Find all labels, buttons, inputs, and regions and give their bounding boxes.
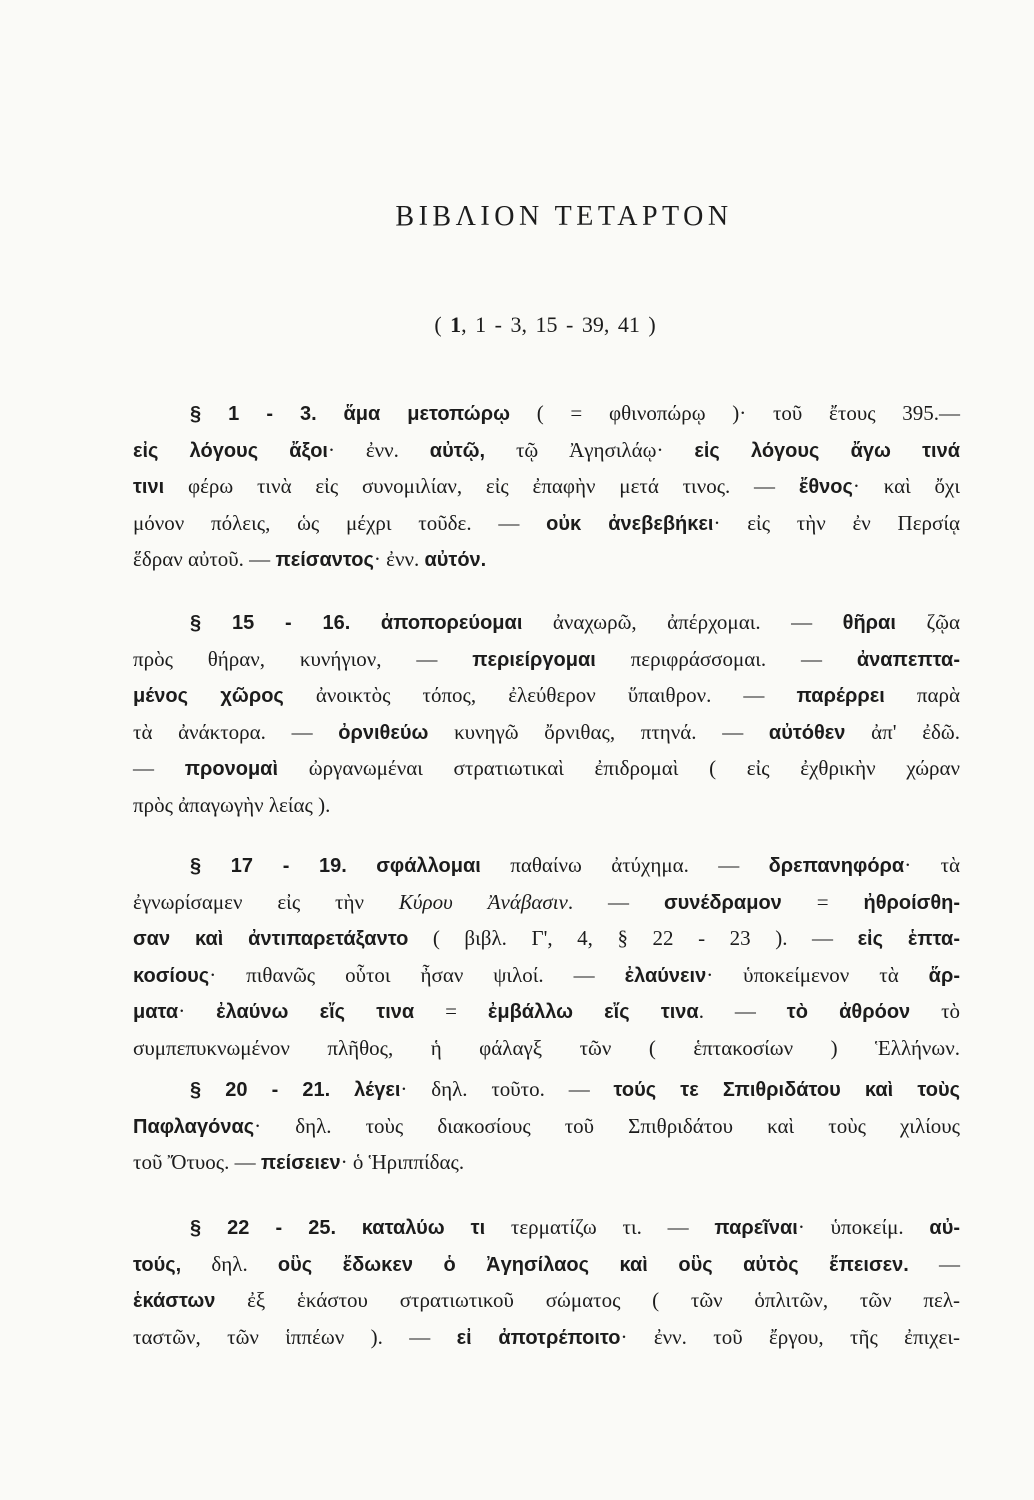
cited-title: Κύρου Ἀνάβασιν xyxy=(398,889,568,914)
gloss: · ὑποκείμ. xyxy=(797,1215,930,1239)
section-reference: § 1 - 3. xyxy=(190,403,317,425)
gloss: ἐξ ἑκάστου στρατιωτικοῦ σώματος ( τῶν ὁπλιτῶν, τῶν πελ- xyxy=(215,1288,960,1313)
lemma: αὐτόθεν xyxy=(768,721,846,744)
gloss: τοῦ Ὄτυος. — xyxy=(133,1150,261,1175)
text-line xyxy=(133,847,960,884)
gloss: τὸ xyxy=(910,999,961,1024)
text-line xyxy=(133,677,960,714)
lemma: ἔθνος xyxy=(798,476,853,499)
chapter-list: , 1 - 3, 15 - 39, 41 ) xyxy=(461,312,656,337)
gloss: — xyxy=(908,1251,961,1276)
lemma: μένος χῶρος xyxy=(133,685,284,708)
gloss: μόνον πόλεις, ὡς μέχρι τοῦδε. — xyxy=(133,510,547,535)
text-line xyxy=(133,1319,960,1356)
lemma: εἰς λόγους ἄγω τινά xyxy=(694,439,960,462)
lemma: αὐτῷ, xyxy=(429,439,486,462)
gloss: ὠργανωμέναι στρατιωτικαὶ ἐπιδρομαὶ ( εἰς ἐχθρικὴν χώραν xyxy=(278,756,960,781)
lemma: σφάλλομαι xyxy=(376,855,481,877)
lemma: ἐλαύνειν xyxy=(624,964,707,987)
text-line xyxy=(133,884,960,921)
section-reference: § 17 - 19. xyxy=(190,855,347,877)
text-line xyxy=(133,1108,960,1145)
gloss: ἀνοικτὸς τόπος, ἐλεύθερον ὕπαιθρον. — xyxy=(283,683,797,708)
text-line xyxy=(133,1282,960,1319)
gloss: · ἐνν. xyxy=(328,437,430,462)
lemma: αὐτόν. xyxy=(424,549,487,572)
text-line xyxy=(133,957,960,994)
lemma: δρεπανηφόρα xyxy=(768,855,905,877)
gloss: περιφράσσομαι. — xyxy=(595,646,857,671)
gloss: ἐγνωρίσαμεν εἰς τὴν xyxy=(133,889,399,914)
gloss: . — xyxy=(567,889,664,914)
lemma: παρέρρει xyxy=(796,685,885,708)
lemma: λέγει xyxy=(354,1079,401,1101)
text-line xyxy=(133,505,960,542)
gloss: = xyxy=(414,999,488,1024)
gloss: ( = φθινοπώρῳ )· τοῦ ἔτους 395.— xyxy=(509,401,961,425)
section-reference: § 20 - 21. xyxy=(190,1079,331,1101)
lemma: τινι xyxy=(133,476,165,499)
lemma: συνέδραμον xyxy=(663,891,782,914)
lemma: ὀρνιθεύω xyxy=(338,721,429,744)
text-line xyxy=(133,1209,960,1246)
gloss xyxy=(317,401,344,425)
commentary-section-22-25 xyxy=(133,1209,960,1355)
lemma: ἑκάστων xyxy=(133,1290,216,1313)
text-line xyxy=(133,432,960,469)
lemma: καταλύω τι xyxy=(361,1217,486,1239)
lemma: τὸ ἀθρόον xyxy=(786,1001,911,1024)
commentary-section-17-19 xyxy=(133,847,960,1067)
gloss: πρὸς ἀπαγωγὴν λείας ). xyxy=(133,792,331,817)
lemma: εἰς λόγους ἄξοι xyxy=(133,439,328,462)
gloss: · ἐνν. xyxy=(373,547,425,572)
lemma: ἀποπορεύομαι xyxy=(380,612,523,634)
commentary-section-20-21 xyxy=(133,1071,960,1181)
gloss xyxy=(350,610,381,634)
lemma: παρεῖναι xyxy=(714,1217,798,1239)
gloss: · ἐνν. τοῦ ἔργου, τῆς ἐπιχει- xyxy=(620,1324,960,1349)
gloss: τερματίζω τι. — xyxy=(485,1215,715,1239)
gloss xyxy=(336,1215,362,1239)
text-line xyxy=(133,993,960,1030)
gloss: ἀπ' ἐδῶ. xyxy=(845,719,960,744)
text-line xyxy=(133,920,960,957)
gloss: παρὰ xyxy=(884,683,960,708)
text-line xyxy=(133,541,960,578)
lemma: ἠθροίσθη- xyxy=(863,891,961,914)
gloss: · πιθανῶς οὗτοι ἦσαν ψιλοί. — xyxy=(209,962,625,987)
lemma: ἐμβάλλω εἴς τινα xyxy=(487,1001,699,1024)
commentary-section-15-16 xyxy=(133,604,960,824)
text-line xyxy=(133,1246,960,1283)
section-reference: § 15 - 16. xyxy=(190,612,351,634)
book-heading: ΒΙΒΛΙΟΝ ΤΕΤΑΡΤΟΝ xyxy=(395,201,733,232)
lemma: ἀναπεπτα- xyxy=(856,648,960,671)
gloss: τῷ Ἀγησιλάῳ· xyxy=(485,437,695,462)
commentary-section-1-3 xyxy=(133,395,960,578)
lemma: θῆραι xyxy=(842,612,896,634)
gloss: κυνηγῶ ὄρνιθας, πτηνά. — xyxy=(428,719,769,744)
text-line xyxy=(133,1030,960,1067)
lemma: οὐκ ἀνεβεβήκει xyxy=(546,512,714,535)
lemma: πείσειεν xyxy=(260,1152,341,1175)
lemma: ἅμα μετοπώρῳ xyxy=(343,403,510,425)
lemma: οὓς ἔδωκεν ὁ Ἀγησίλαος καὶ οὓς αὐτὸς ἔπεισεν. xyxy=(277,1253,909,1276)
gloss: πρὸς θήραν, κυνήγιον, — xyxy=(133,646,473,671)
lemma: τούς τε Σπιθριδάτου καὶ τοὺς xyxy=(613,1079,960,1101)
gloss: ἕδραν αὐτοῦ. — xyxy=(133,547,276,572)
gloss: παθαίνω ἀτύχημα. — xyxy=(480,853,769,877)
book-number: 1 xyxy=(450,312,462,337)
gloss: δηλ. xyxy=(181,1251,278,1276)
gloss: ταστῶν, τῶν ἱππέων ). — xyxy=(133,1324,457,1349)
gloss xyxy=(330,1077,354,1101)
gloss: · τὰ xyxy=(904,853,961,877)
lemma: πείσαντος xyxy=(275,549,374,572)
gloss: · ὑποκείμενον τὰ xyxy=(706,962,929,987)
gloss: ( βιβλ. Γ', 4, § 22 - 23 ). — xyxy=(408,926,858,951)
gloss: · xyxy=(178,999,217,1024)
text-line xyxy=(133,604,960,641)
gloss: — xyxy=(133,756,185,781)
gloss: ζῷα xyxy=(895,610,960,634)
text-line xyxy=(133,1144,960,1181)
gloss: · ὁ Ἡριππίδας. xyxy=(340,1150,465,1175)
lemma: αὐ- xyxy=(929,1217,961,1239)
lemma: περιείργομαι xyxy=(472,648,596,671)
section-reference: § 22 - 25. xyxy=(190,1217,337,1239)
text-line xyxy=(133,395,960,432)
gloss: · εἰς τὴν ἐν Περσίᾳ xyxy=(713,510,960,535)
gloss: = xyxy=(781,889,864,914)
lemma: προνομαὶ xyxy=(184,758,279,781)
text-line xyxy=(133,714,960,751)
gloss: · καὶ ὄχι xyxy=(852,474,960,499)
text-line xyxy=(133,641,960,678)
lemma: ματα xyxy=(133,1001,179,1024)
gloss: . — xyxy=(698,999,787,1024)
lemma: εἰ ἀποτρέποιτο xyxy=(456,1326,621,1349)
gloss: τὰ ἀνάκτορα. — xyxy=(133,719,339,744)
lemma: τούς, xyxy=(133,1253,182,1276)
text-line xyxy=(133,1071,960,1108)
text-line xyxy=(133,750,960,787)
gloss: · δηλ. τοὺς διακοσίους τοῦ Σπιθριδάτου καὶ τοὺς χιλίους xyxy=(254,1113,960,1138)
text-line xyxy=(133,787,960,824)
gloss: φέρω τινὰ εἰς συνομιλίαν, εἰς ἐπαφὴν μετά τινος. — xyxy=(164,474,799,499)
gloss xyxy=(347,853,376,877)
lemma: ἅρ- xyxy=(928,964,960,987)
lemma: ἐλαύνω εἴς τινα xyxy=(216,1001,415,1024)
lemma: εἰς ἑπτα- xyxy=(857,928,961,951)
gloss: · δηλ. τοῦτο. — xyxy=(400,1077,614,1101)
text-line xyxy=(133,468,960,505)
lemma: σαν καὶ ἀντιπαρετάξαντο xyxy=(133,928,409,951)
lemma: Παφλαγόνας xyxy=(133,1115,255,1138)
gloss: ἀναχωρῶ, ἀπέρχομαι. — xyxy=(522,610,843,634)
chapter-range xyxy=(345,307,745,343)
chapter-list: ( xyxy=(434,312,451,337)
gloss: συμπεπυκνωμένον πλῆθος, ἡ φάλαγξ τῶν ( ἑπτακοσίων ) Ἑλλήνων. xyxy=(133,1035,960,1060)
lemma: κοσίους xyxy=(133,964,210,987)
